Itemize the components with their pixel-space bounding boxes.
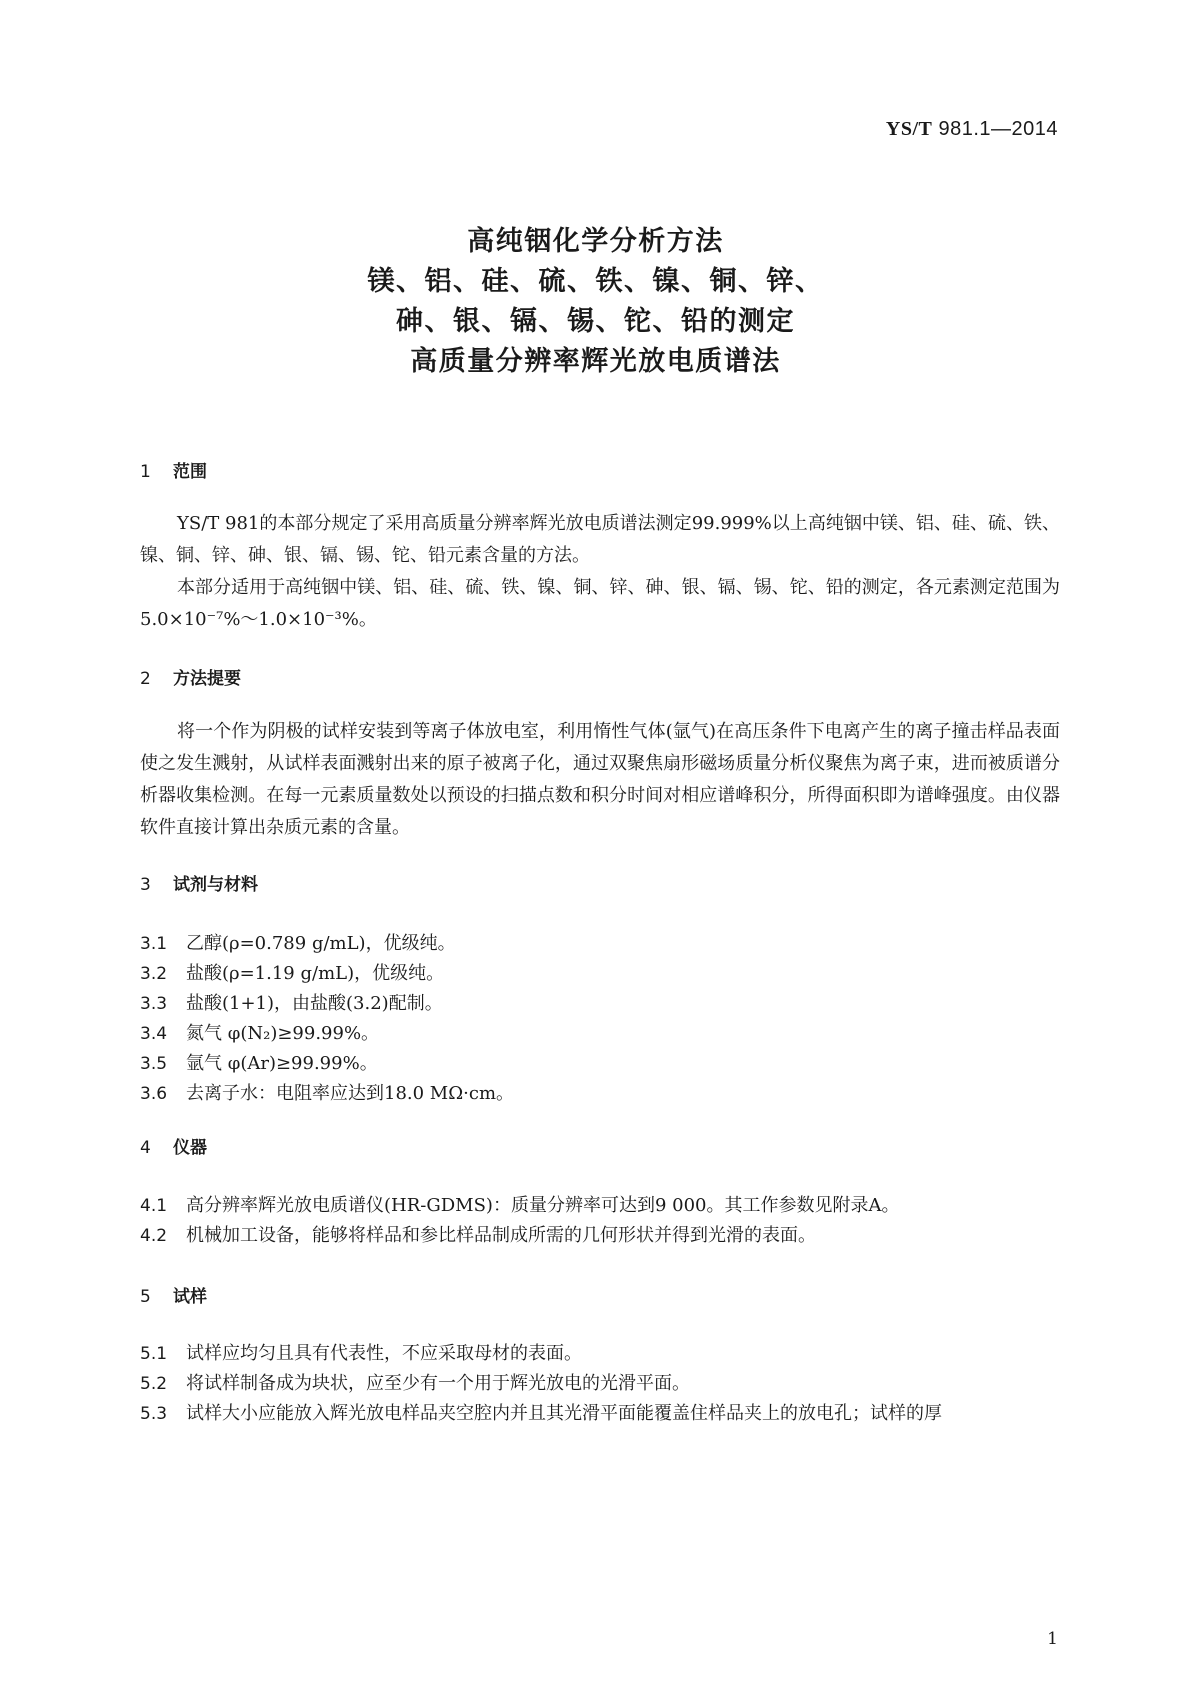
item-number: 3.3 bbox=[140, 994, 168, 1014]
title-line-3: 砷、银、镉、锡、铊、铅的测定 bbox=[396, 306, 795, 337]
section-4-heading bbox=[140, 1133, 207, 1158]
section-number: 4 bbox=[140, 1138, 151, 1158]
list-item-3-6 bbox=[140, 1079, 514, 1105]
list-item-5-2 bbox=[140, 1369, 690, 1395]
list-item-3-3 bbox=[140, 989, 443, 1015]
section-3-heading bbox=[140, 870, 258, 895]
item-text: 将试样制备成为块状，应至少有一个用于辉光放电的光滑平面。 bbox=[186, 1373, 690, 1394]
section-number: 2 bbox=[140, 669, 151, 689]
standard-number: 981.1—2014 bbox=[938, 118, 1058, 140]
page-number: 1 bbox=[1047, 1629, 1058, 1649]
section-1-paragraph-2: 本部分适用于高纯铟中镁、铝、硅、硫、铁、镍、铜、锌、砷、银、镉、锡、铊、铅的测定，各元素测定范围为5.0×10⁻⁷%～1.0×10⁻³%。 bbox=[140, 577, 1060, 630]
item-text: 氮气 φ(N₂)≥99.99%。 bbox=[186, 1023, 380, 1044]
item-number: 3.4 bbox=[140, 1024, 168, 1044]
section-number: 3 bbox=[140, 875, 151, 895]
section-1-paragraph-1: YS/T 981的本部分规定了采用高质量分辨率辉光放电质谱法测定99.999%以上高纯铟中镁、铝、硅、硫、铁、镍、铜、锌、砷、银、镉、锡、铊、铅元素含量的方法。 bbox=[140, 513, 1060, 566]
title-line-1: 高纯铟化学分析方法 bbox=[467, 226, 724, 257]
item-number: 4.1 bbox=[140, 1196, 168, 1216]
item-text: 氩气 φ(Ar)≥99.99%。 bbox=[186, 1053, 378, 1074]
item-number: 4.2 bbox=[140, 1226, 168, 1246]
title-line-2: 镁、铝、硅、硫、铁、镍、铜、锌、 bbox=[367, 266, 824, 297]
title-line-4: 高质量分辨率辉光放电质谱法 bbox=[410, 346, 781, 377]
section-title: 试样 bbox=[173, 1287, 207, 1307]
item-number: 5.3 bbox=[140, 1404, 168, 1424]
item-text: 试样大小应能放入辉光放电样品夹空腔内并且其光滑平面能覆盖住样品夹上的放电孔；试样的厚 bbox=[186, 1403, 942, 1424]
section-title: 方法提要 bbox=[173, 669, 241, 689]
item-text: 机械加工设备，能够将样品和参比样品制成所需的几何形状并得到光滑的表面。 bbox=[186, 1225, 816, 1246]
list-item-3-5 bbox=[140, 1049, 378, 1075]
section-number: 5 bbox=[140, 1287, 151, 1307]
section-title: 试剂与材料 bbox=[173, 875, 258, 895]
item-text: 高分辨率辉光放电质谱仪(HR-GDMS)：质量分辨率可达到9 000。其工作参数见附录A。 bbox=[186, 1195, 900, 1216]
list-item-3-1 bbox=[140, 929, 456, 955]
list-item-4-2 bbox=[140, 1221, 816, 1247]
list-item-3-4 bbox=[140, 1019, 379, 1045]
item-text: 盐酸(ρ=1.19 g/mL)，优级纯。 bbox=[186, 963, 445, 984]
standard-code bbox=[886, 118, 1058, 141]
item-number: 5.1 bbox=[140, 1344, 168, 1364]
section-2-heading bbox=[140, 664, 241, 689]
section-2-paragraph-1: 将一个作为阴极的试样安装到等离子体放电室，利用惰性气体(氩气)在高压条件下电离产生的离子撞击样品表面使之发生溅射，从试样表面溅射出来的原子被离子化，通过双聚焦扇形磁场质量分析仪聚焦为离子束，进而被质谱分析器收集检测。在每一元素质量数处以预设的扫描点数和积分时间对相应谱峰积分，所得面积即为谱峰强度。由仪器软件直接计算出杂质元素的含量。 bbox=[140, 721, 1060, 838]
item-text: 盐酸(1+1)，由盐酸(3.2)配制。 bbox=[186, 993, 443, 1014]
section-1-heading bbox=[140, 457, 207, 482]
item-number: 3.1 bbox=[140, 934, 168, 954]
item-text: 试样应均匀且具有代表性，不应采取母材的表面。 bbox=[186, 1343, 582, 1364]
list-item-5-1 bbox=[140, 1339, 582, 1365]
item-number: 5.2 bbox=[140, 1374, 168, 1394]
document-title bbox=[0, 222, 1191, 382]
section-5-heading bbox=[140, 1282, 207, 1307]
item-number: 3.2 bbox=[140, 964, 168, 984]
item-number: 3.6 bbox=[140, 1084, 168, 1104]
standard-prefix: YS/T bbox=[885, 118, 933, 140]
section-number: 1 bbox=[140, 462, 151, 482]
list-item-3-2 bbox=[140, 959, 444, 985]
item-text: 去离子水：电阻率应达到18.0 MΩ·cm。 bbox=[186, 1083, 515, 1104]
section-title: 仪器 bbox=[173, 1138, 207, 1158]
list-item-5-3 bbox=[140, 1399, 942, 1425]
section-title: 范围 bbox=[173, 462, 207, 482]
item-text: 乙醇(ρ=0.789 g/mL)，优级纯。 bbox=[186, 933, 456, 954]
list-item-4-1 bbox=[140, 1191, 899, 1217]
item-number: 3.5 bbox=[140, 1054, 168, 1074]
